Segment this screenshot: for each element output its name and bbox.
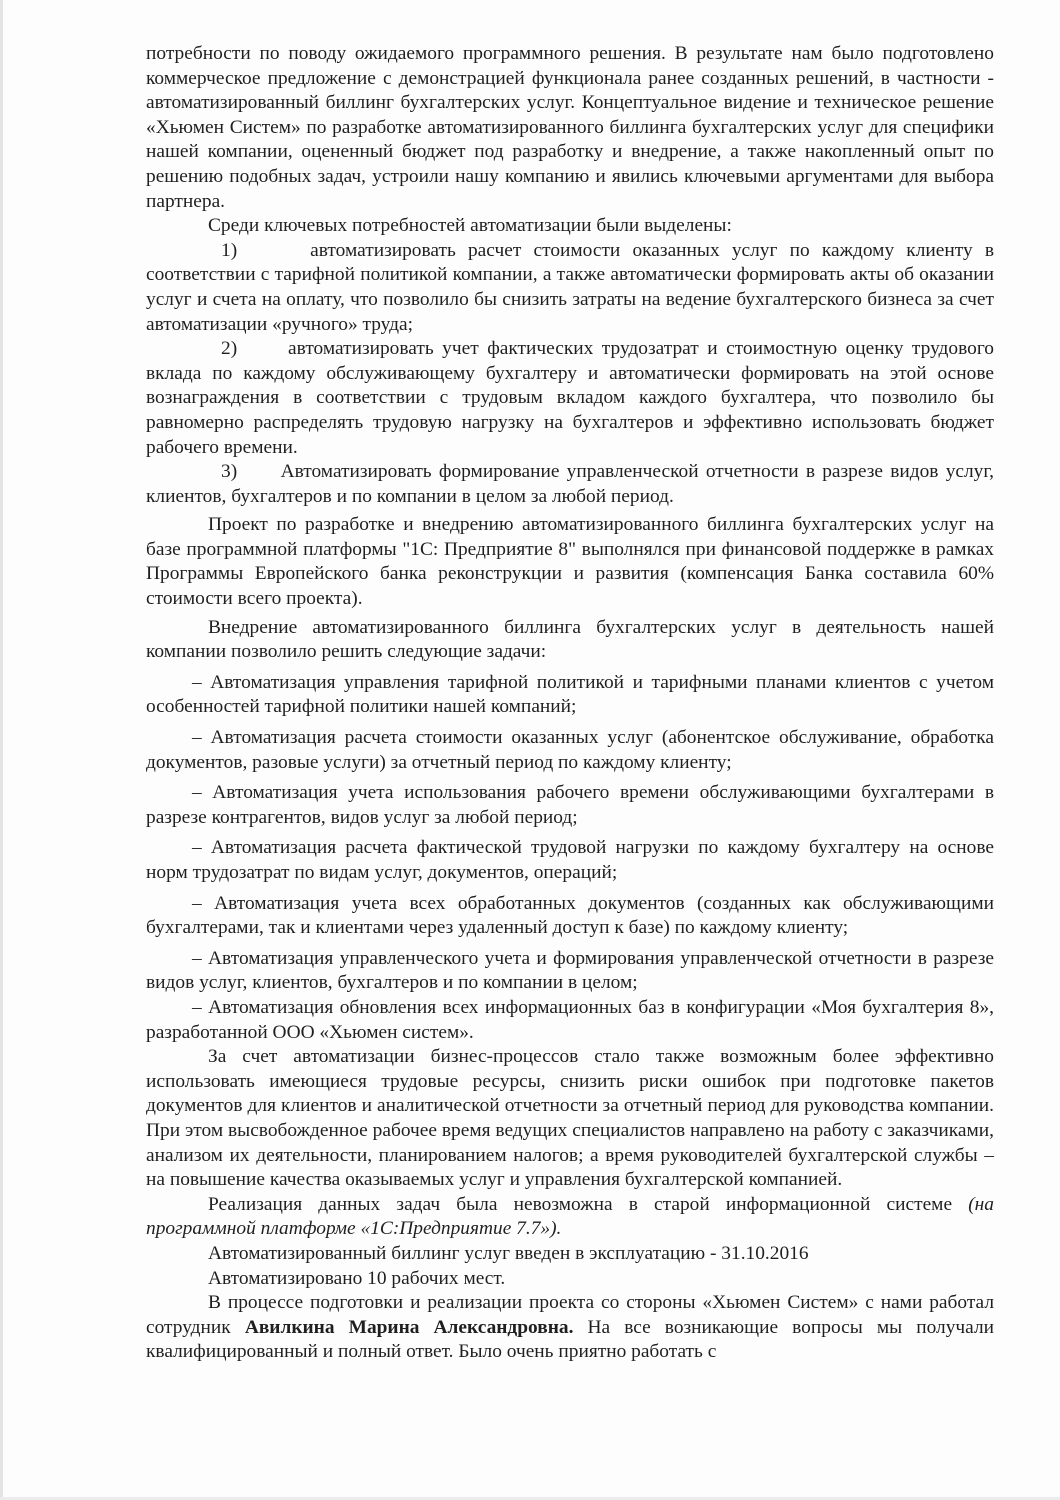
needs-heading: Среди ключевых потребностей автоматизации были выделены:: [208, 215, 732, 237]
paragraph-launch-date: Автоматизированный биллинг услуг введен в эксплуатацию - 31.10.2016: [208, 1242, 809, 1264]
paragraph-old-system: [146, 1193, 994, 1242]
task-item-3: – Автоматизация учета использования рабочего времени обслуживающими бухгалтерами в разрезе контрагентов, видов услуг за любой период;: [146, 782, 994, 828]
old-system-platform: (на программной платформе «1С:Предприятие 7.7»).: [146, 1193, 994, 1240]
need-item-3: 3) Автоматизировать формирование управленческой отчетности в разрезе видов услуг, клиентов, бухгалтеров и по компании в целом за любой период.: [146, 461, 994, 507]
contact-person-name: Авилкина Марина Александровна.: [244, 1316, 574, 1338]
contact-lead: В процессе подготовки и реализации проекта со стороны «Хьюмен Систем» с нами работал сотрудник: [146, 1292, 994, 1338]
paragraph-intro: потребности по поводу ожидаемого программного решения. В результате нам было подготовлено коммерческое предложение с демонстрацией функционала ранее созданных решений, в частности - автоматизированный биллинг бухгалтерских услуг. Концептуальное видение и техническое решение «Хьюмен Систем» по разработке автоматизированного биллинга бухгалтерских услуг для специфики нашей компании, оцененный бюджет под разработку и внедрение, а также накопленный опыт по решению подобных задач, устроили нашу компанию и явились ключевыми аргументами для выбора партнера.: [146, 43, 994, 212]
task-item-4: – Автоматизация расчета фактической трудовой нагрузки по каждому бухгалтеру на основе норм трудозатрат по видам услуг, документов, операций;: [146, 837, 994, 883]
tasks-heading: Внедрение автоматизированного биллинга бухгалтерских услуг в деятельность нашей компании позволило решить следующие задачи:: [146, 616, 994, 663]
paragraph-contact: [146, 1291, 994, 1365]
letter-body: [146, 42, 994, 1365]
task-item-2: – Автоматизация расчета стоимости оказанных услуг (абонентское обслуживание, обработка документов, разовые услуги) за отчетный период по каждому клиенту;: [146, 727, 994, 773]
paragraph-result: За счет автоматизации бизнес-процессов стало также возможным более эффективно использовать имеющиеся трудовые ресурсы, снизить риски ошибок при подготовке пакетов документов для клиентов и аналитической отчетности за отчетный период для руководства компании. При этом высвобожденное рабочее время ведущих специалистов направлено на работу с заказчиками, анализом их деятельности, планированием налогов; а время руководителей бухгалтерской службы – на повышение качества оказываемых услуг и управления бухгалтерской компанией.: [146, 1046, 994, 1191]
need-item-2: 2) автоматизировать учет фактических трудозатрат и стоимостную оценку трудового вклада по каждому обслуживающему бухгалтеру и автоматически формировать на этой основе вознаграждения в соответствии с трудовым вкладом каждого бухгалтера, что позволило бы равномерно распределять трудовую нагрузку на бухгалтеров и эффективно использовать бюджет рабочего времени.: [146, 338, 994, 458]
task-item-1: – Автоматизация управления тарифной политикой и тарифными планами клиентов с учетом особенностей тарифной политики нашей компаний;: [146, 671, 994, 718]
old-system-lead: Реализация данных задач была невозможна в старой информационной системе: [208, 1193, 969, 1215]
scan-left-edge: [0, 0, 3, 1500]
task-item-5: – Автоматизация учета всех обработанных документов (созданных как обслуживающими бухгалтерами, так и клиентами через удаленный доступ к базе) по каждому клиенту;: [146, 892, 994, 939]
need-item-1: 1) автоматизировать расчет стоимости оказанных услуг по каждому клиенту в соответствии с тарифной политикой компании, а также автоматически формировать акты об оказании услуг и счета на оплату, что позволило бы снизить затраты на ведение бухгалтерского бизнеса за счет автоматизации «ручного» труда;: [146, 239, 994, 335]
paragraph-project: Проект по разработке и внедрению автоматизированного биллинга бухгалтерских услуг на базе программной платформы "1С: Предприятие 8" выполнялся при финансовой поддержке в рамках Программы Европейского банка реконструкции и развития (компенсация Банка составила 60% стоимости всего проекта).: [146, 514, 994, 610]
task-item-7: – Автоматизация обновления всех информационных баз в конфигурации «Моя бухгалтерия 8», разработанной ООО «Хьюмен систем».: [146, 996, 994, 1043]
task-item-6: – Автоматизация управленческого учета и формирования управленческой отчетности в разрезе видов услуг, клиентов, бухгалтеров и по компании в целом;: [146, 947, 994, 994]
paragraph-workplaces: Автоматизировано 10 рабочих мест.: [208, 1267, 506, 1289]
contact-tail: На все возникающие вопросы мы получали квалифицированный и полный ответ. Было очень приятно работать с: [146, 1316, 995, 1363]
